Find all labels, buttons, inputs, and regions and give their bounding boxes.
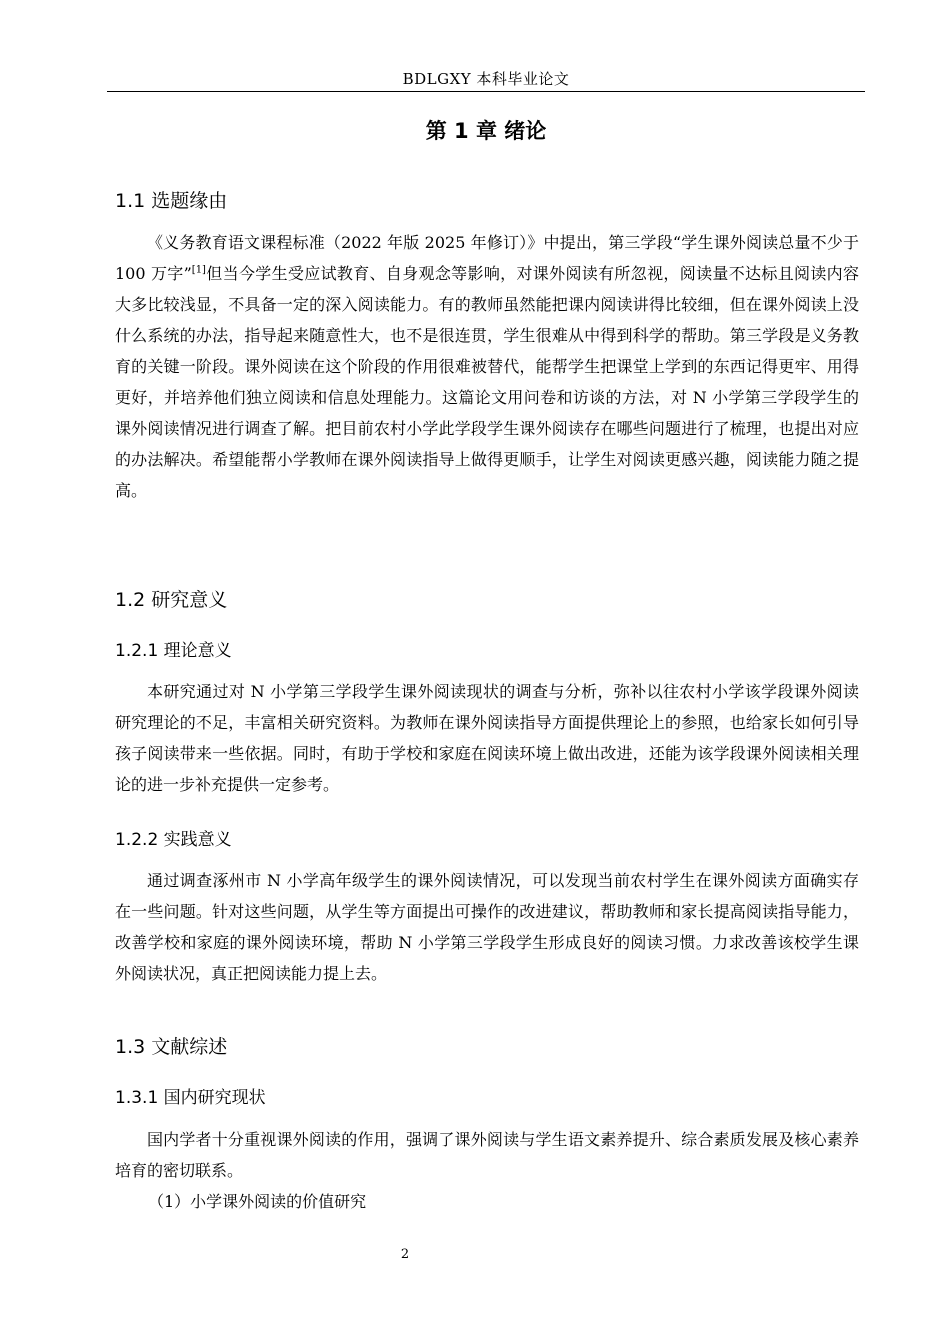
chapter-title: 第 1 章 绪论 [425,119,547,143]
running-header: BDLGXY 本科毕业论文 [402,70,570,88]
header-rule [107,91,865,92]
list-item-1: （1）小学课外阅读的价值研究 [148,1192,367,1211]
paragraph-1-2-1: 本研究通过对 N 小学第三学段学生课外阅读现状的调查与分析，弥补以往农村小学该学段课外阅读研究理论的不足，丰富相关研究资料。为教师在课外阅读指导方面提供理论上的参照，也给家长如何引导孩子阅读带来一些依据。同时，有助于学校和家庭在阅读环境上做出改进，还能为该学段课外阅读相关理论的进一步补充提供一定参考。 [115,682,859,794]
subsection-heading-1-3-1: 1.3.1 国内研究现状 [115,1088,266,1108]
page-number: 2 [400,1247,410,1262]
paragraph-1-1-text-b: 但当今学生受应试教育、自身观念等影响，对课外阅读有所忽视，阅读量不达标且阅读内容大多比较浅显，不具备一定的深入阅读能力。有的教师虽然能把课内阅读讲得比较细，但在课外阅读上没什么系统的办法，指导起来随意性大，也不是很连贯，学生很难从中得到科学的帮助。第三学段是义务教育的关键一阶段。课外阅读在这个阶段的作用很难被替代，能帮学生把课堂上学到的东西记得更牢、用得更好，并培养他们独立阅读和信息处理能力。这篇论文用问卷和访谈的方法，对 N 小学第三学段学生的课外阅读情况进行调查了解。把目前农村小学此学段学生课外阅读存在哪些问题进行了梳理，也提出对应的办法解决。希望能帮小学教师在课外阅读指导上做得更顺手，让学生对阅读更感兴趣，阅读能力随之提高。 [115,264,859,500]
subsection-heading-1-2-1: 1.2.1 理论意义 [115,641,232,661]
section-heading-1-2: 1.2 研究意义 [115,589,228,611]
paragraph-1-1-text-a: 《义务教育语文课程标准（2022 年版 2025 年修订）》中提出，第三学段“学生课外阅读总量不少于 100 万字” [115,233,859,283]
paragraph-1-3-1: 国内学者十分重视课外阅读的作用，强调了课外阅读与学生语文素养提升、综合素质发展及核心素养培育的密切联系。 [115,1130,859,1180]
section-heading-1-3: 1.3 文献综述 [115,1036,228,1058]
section-heading-1-1: 1.1 选题缘由 [115,190,228,212]
subsection-heading-1-2-2: 1.2.2 实践意义 [115,830,232,850]
paragraph-1-2-2: 通过调查涿州市 N 小学高年级学生的课外阅读情况，可以发现当前农村学生在课外阅读方面确实存在一些问题。针对这些问题，从学生等方面提出可操作的改进建议，帮助教师和家长提高阅读指导能力，改善学校和家庭的课外阅读环境，帮助 N 小学第三学段学生形成良好的阅读习惯。力求改善该校学生课外阅读状况，真正把阅读能力提上去。 [115,871,859,983]
paragraph-1-1 [115,227,859,506]
citation-marker: [1] [191,264,206,276]
